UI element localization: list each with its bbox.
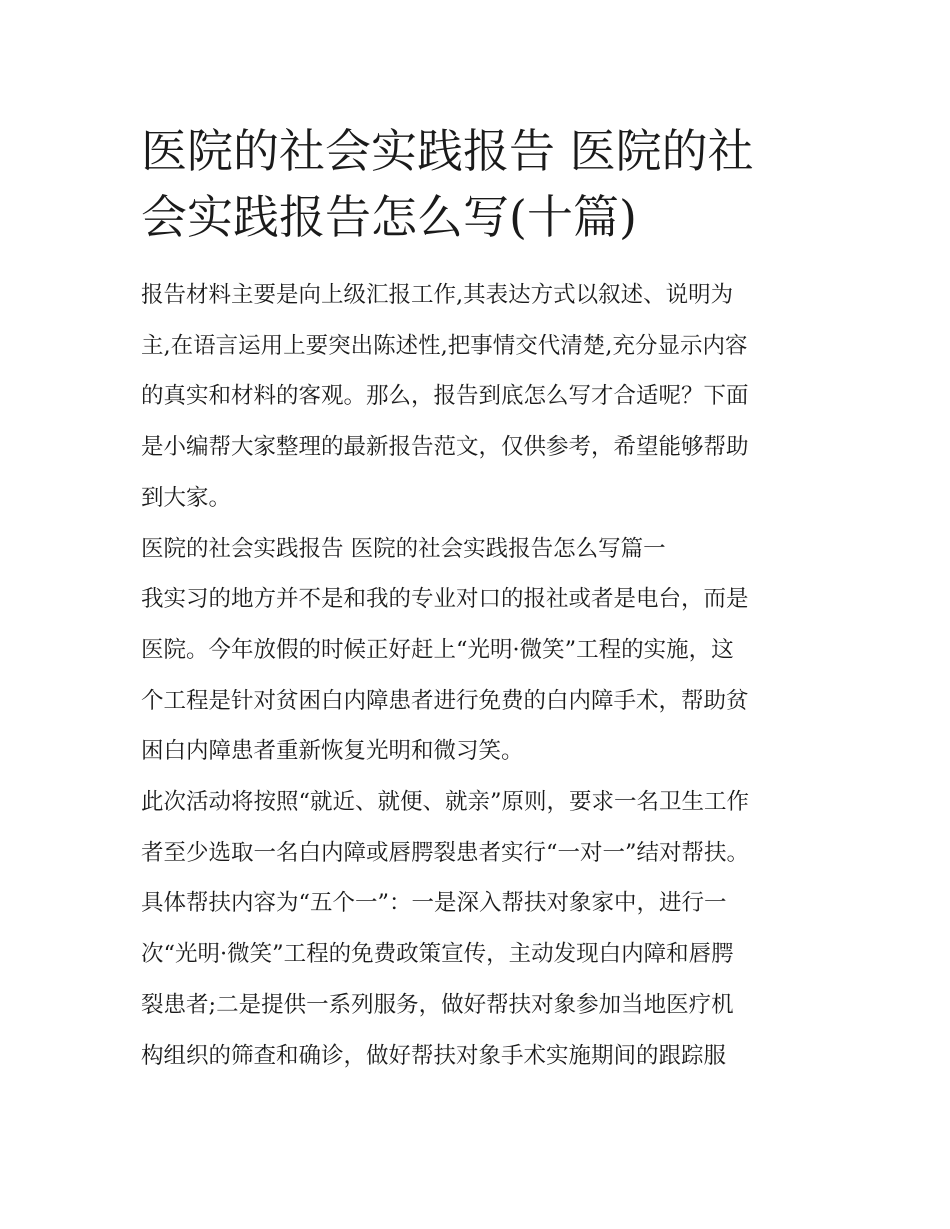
text-line: 困白内障患者重新恢复光明和微习笑。 bbox=[141, 738, 524, 765]
text-line: 到大家。 bbox=[141, 484, 232, 511]
body-paragraph bbox=[141, 777, 813, 1081]
title-line: 会实践报告怎么写(十篇) bbox=[141, 190, 637, 244]
text-line: 医院。今年放假的时候正好赶上“光明·微笑”工程的实施，这 bbox=[141, 636, 734, 663]
text-line: 报告材料主要是向上级汇报工作,其表达方式以叙述、说明为 bbox=[141, 282, 734, 308]
text-line: 具体帮扶内容为“五个一”：一是深入帮扶对象家中，进行一 bbox=[141, 890, 727, 917]
intro-paragraph bbox=[141, 270, 813, 524]
text-line: 医院的社会实践报告 医院的社会实践报告怎么写篇一 bbox=[141, 535, 666, 562]
text-line: 构组织的筛查和确诊，做好帮扶对象手术实施期间的跟踪服 bbox=[141, 1042, 727, 1069]
text-line: 的真实和材料的客观。那么，报告到底怎么写才合适呢？下面 bbox=[141, 383, 749, 410]
text-line: 此次活动将按照“就近、就便、就亲”原则，要求一名卫生工作 bbox=[141, 789, 750, 816]
text-line: 者至少选取一名白内障或唇腭裂患者实行“一对一”结对帮扶。 bbox=[141, 839, 750, 866]
text-line: 个工程是针对贫困白内障患者进行免费的白内障手术，帮助贫 bbox=[141, 687, 749, 714]
text-line: 是小编帮大家整理的最新报告范文，仅供参考，希望能够帮助 bbox=[141, 434, 749, 461]
text-line: 次“光明·微笑”工程的免费政策宣传，主动发现白内障和唇腭 bbox=[141, 941, 734, 968]
text-line: 裂患者;二是提供一系列服务，做好帮扶对象参加当地医疗机 bbox=[141, 991, 734, 1018]
text-line: 主,在语言运用上要突出陈述性,把事情交代清楚,充分显示内容 bbox=[141, 332, 748, 359]
section-heading bbox=[141, 524, 813, 575]
document-page bbox=[141, 118, 813, 1081]
title-line: 医院的社会实践报告 医院的社 bbox=[141, 124, 754, 178]
text-line: 我实习的地方并不是和我的专业对口的报社或者是电台，而是 bbox=[141, 586, 749, 613]
document-body bbox=[141, 270, 813, 1081]
body-paragraph bbox=[141, 574, 813, 777]
document-title bbox=[141, 118, 813, 250]
